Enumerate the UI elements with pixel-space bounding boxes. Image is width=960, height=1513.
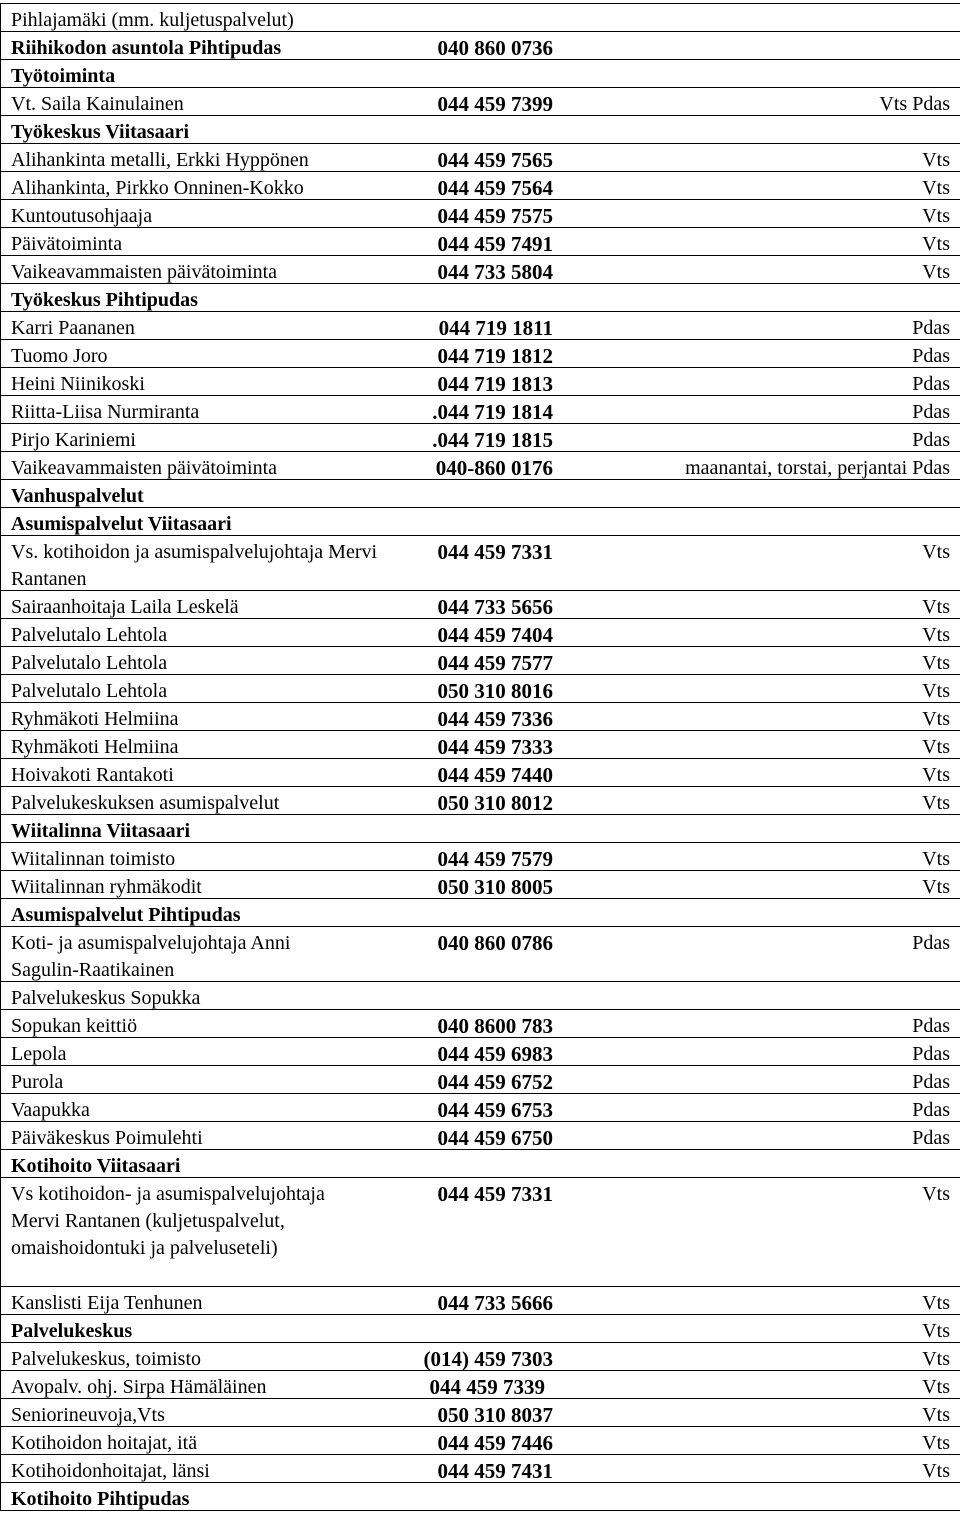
- entry-name: Riitta-Liisa Nurmiranta: [11, 401, 200, 423]
- entry-phone: 044 459 7440: [437, 763, 553, 786]
- entry-location: Vts: [922, 764, 950, 786]
- entry-name: Ryhmäkoti Helmiina: [11, 708, 179, 730]
- directory-row: [0, 730, 960, 758]
- entry-phone: 044 459 7331: [437, 540, 553, 564]
- entry-name: Karri Paananen: [11, 317, 135, 339]
- entry-location: Vts: [922, 1320, 950, 1342]
- directory-row: [0, 311, 960, 339]
- entry-name: Kotihoito Pihtipudas: [11, 1488, 190, 1510]
- directory-row: [0, 283, 960, 311]
- entry-phone: 050 310 8005: [437, 875, 553, 898]
- entry-name: Seniorineuvoja,Vts: [11, 1404, 165, 1426]
- entry-name: Palvelukeskus, toimisto: [11, 1348, 201, 1370]
- directory-row: [0, 87, 960, 115]
- entry-name: Avopalv. ohj. Sirpa Hämäläinen: [11, 1376, 267, 1398]
- directory-row: [0, 143, 960, 171]
- entry-phone: 044 719 1811: [438, 316, 553, 339]
- directory-row: [0, 870, 960, 898]
- entry-name: Ryhmäkoti Helmiina: [11, 736, 179, 758]
- entry-location: Pdas: [912, 1071, 950, 1093]
- entry-location: Vts: [922, 1376, 950, 1398]
- entry-location: Vts: [922, 1460, 950, 1482]
- entry-name: Asumispalvelut Viitasaari: [11, 513, 232, 535]
- entry-phone: 044 719 1813: [437, 372, 553, 395]
- directory-row: [0, 1177, 960, 1286]
- entry-name: Kanslisti Eija Tenhunen: [11, 1292, 203, 1314]
- directory-row: [0, 1121, 960, 1149]
- directory-row: [0, 339, 960, 367]
- entry-name: Heini Niinikoski: [11, 373, 145, 395]
- directory-row: [0, 981, 960, 1009]
- directory-row: [0, 1314, 960, 1342]
- entry-location: Vts: [922, 792, 950, 814]
- entry-name: Palvelukeskus: [11, 1320, 133, 1342]
- table-bottom-border: [0, 1510, 960, 1511]
- directory-row: [0, 758, 960, 786]
- directory-row: [0, 395, 960, 423]
- directory-row: [0, 535, 960, 590]
- directory-row: [0, 451, 960, 479]
- entry-name: Lepola: [11, 1043, 67, 1065]
- directory-row: [0, 1037, 960, 1065]
- entry-location: Vts: [922, 1292, 950, 1314]
- entry-name: Kotihoidon hoitajat, itä: [11, 1432, 198, 1454]
- directory-row: [0, 702, 960, 730]
- entry-location: Pdas: [912, 345, 950, 367]
- directory-row: [0, 115, 960, 143]
- entry-location: Vts: [922, 596, 950, 618]
- entry-location: Vts: [922, 736, 950, 758]
- entry-location: Pdas: [912, 401, 950, 423]
- directory-row: [0, 1398, 960, 1426]
- entry-name: Pirjo Kariniemi: [11, 429, 136, 451]
- entry-phone: .044 719 1814: [432, 400, 553, 423]
- entry-location: Pdas: [912, 1099, 950, 1121]
- entry-phone: 050 310 8037: [437, 1403, 553, 1426]
- directory-row: [0, 199, 960, 227]
- entry-location: Vts: [922, 652, 950, 674]
- entry-name: Palvelutalo Lehtola: [11, 680, 168, 702]
- entry-name: Vaikeavammaisten päivätoiminta: [11, 457, 278, 479]
- entry-location: Vts: [922, 1348, 950, 1370]
- entry-location: maanantai, torstai, perjantai Pdas: [685, 457, 950, 479]
- entry-phone: 044 459 7565: [437, 148, 553, 171]
- entry-phone: 044 459 6983: [437, 1042, 553, 1065]
- entry-location: Pdas: [912, 1127, 950, 1149]
- directory-row: [0, 1093, 960, 1121]
- directory-row: [0, 227, 960, 255]
- entry-phone: 044 459 7404: [437, 623, 553, 646]
- entry-name: Tuomo Joro: [11, 345, 108, 367]
- entry-name: Wiitalinnan toimisto: [11, 848, 176, 870]
- directory-row: [0, 674, 960, 702]
- directory-row: [0, 1370, 960, 1398]
- entry-phone: 040-860 0176: [435, 456, 553, 479]
- entry-name: Kotihoidonhoitajat, länsi: [11, 1460, 210, 1482]
- entry-location: Vts: [922, 1183, 950, 1205]
- entry-phone: 044 459 7336: [437, 707, 553, 730]
- directory-row: [0, 590, 960, 618]
- entry-name: Työkeskus Viitasaari: [11, 121, 189, 143]
- entry-location: Vts: [922, 177, 950, 199]
- directory-row: [0, 479, 960, 507]
- entry-name: Päivätoiminta: [11, 233, 123, 255]
- directory-row: [0, 1426, 960, 1454]
- entry-phone: 044 459 7431: [437, 1459, 553, 1482]
- entry-location: Vts: [922, 1432, 950, 1454]
- entry-phone: 044 459 6750: [437, 1126, 553, 1149]
- directory-row: [0, 618, 960, 646]
- directory-row: [0, 1454, 960, 1482]
- entry-phone: 044 459 7575: [437, 204, 553, 227]
- entry-phone: 044 459 7399: [437, 92, 553, 115]
- entry-location: Vts: [922, 876, 950, 898]
- entry-location: Pdas: [912, 1015, 950, 1037]
- directory-row: [0, 1482, 960, 1510]
- directory-row: [0, 646, 960, 674]
- entry-location: Vts: [922, 261, 950, 283]
- entry-phone: 044 719 1812: [437, 344, 553, 367]
- directory-row: [0, 423, 960, 451]
- directory-row: [0, 1149, 960, 1177]
- entry-location: Vts: [922, 149, 950, 171]
- directory-row: [0, 1009, 960, 1037]
- directory-row: [0, 926, 960, 981]
- entry-name: Vs kotihoidon- ja asumispalvelujohtaja Mervi Rantanen (kuljetuspalvelut, omaishoidontuki ja palveluseteli): [11, 1183, 325, 1259]
- directory-row: [0, 3, 960, 31]
- entry-location: Vts: [922, 205, 950, 227]
- entry-name: Kotihoito Viitasaari: [11, 1155, 181, 1177]
- entry-phone: 044 733 5666: [437, 1291, 553, 1314]
- entry-name: Sopukan keittiö: [11, 1015, 138, 1037]
- entry-name: Hoivakoti Rantakoti: [11, 764, 174, 786]
- entry-name: Palvelutalo Lehtola: [11, 624, 168, 646]
- entry-location: Vts: [922, 624, 950, 646]
- entry-name: Koti- ja asumispalvelujohtaja Anni Sagulin-Raatikainen: [11, 932, 291, 981]
- entry-phone: 044 459 7577: [437, 651, 553, 674]
- entry-location: Vts: [922, 708, 950, 730]
- entry-location: Vts: [922, 1404, 950, 1426]
- entry-name: Pihlajamäki (mm. kuljetuspalvelut): [11, 9, 294, 31]
- entry-phone: 044 459 7331: [437, 1182, 553, 1206]
- entry-location: Vts Pdas: [879, 93, 950, 115]
- entry-phone: 044 459 6752: [437, 1070, 553, 1093]
- entry-phone: (014) 459 7303: [423, 1347, 553, 1370]
- directory-row: [0, 898, 960, 926]
- directory-row: [0, 367, 960, 395]
- entry-name: Työkeskus Pihtipudas: [11, 289, 198, 311]
- entry-phone: 040 860 0736: [437, 36, 553, 59]
- entry-phone: 044 459 7339: [429, 1375, 545, 1398]
- directory-row: [0, 255, 960, 283]
- entry-phone: 050 310 8016: [437, 679, 553, 702]
- entry-name: Sairaanhoitaja Laila Leskelä: [11, 596, 239, 618]
- entry-location: Vts: [922, 680, 950, 702]
- directory-row: [0, 59, 960, 87]
- entry-location: Pdas: [912, 373, 950, 395]
- directory-row: [0, 1065, 960, 1093]
- entry-name: Alihankinta metalli, Erkki Hyppönen: [11, 149, 309, 171]
- entry-location: Vts: [922, 541, 950, 563]
- entry-name: Vt. Saila Kainulainen: [11, 93, 184, 115]
- entry-phone: 050 310 8012: [437, 791, 553, 814]
- directory-row: [0, 31, 960, 59]
- entry-name: Wiitalinna Viitasaari: [11, 820, 191, 842]
- entry-name: Vanhuspalvelut: [11, 485, 144, 507]
- entry-name: Asumispalvelut Pihtipudas: [11, 904, 241, 926]
- entry-phone: 040 860 0786: [437, 931, 553, 955]
- entry-name: Palvelukeskuksen asumispalvelut: [11, 792, 280, 814]
- entry-name: Alihankinta, Pirkko Onninen-Kokko: [11, 177, 304, 199]
- entry-name: Vaapukka: [11, 1099, 90, 1121]
- entry-phone: 044 459 7579: [437, 847, 553, 870]
- entry-location: Pdas: [912, 932, 950, 954]
- entry-name: Vaikeavammaisten päivätoiminta: [11, 261, 278, 283]
- entry-location: Vts: [922, 848, 950, 870]
- entry-name: Palvelutalo Lehtola: [11, 652, 168, 674]
- entry-name: Päiväkeskus Poimulehti: [11, 1127, 203, 1149]
- entry-location: Vts: [922, 233, 950, 255]
- directory-row: [0, 171, 960, 199]
- entry-name: Riihikodon asuntola Pihtipudas: [11, 37, 282, 59]
- entry-phone: .044 719 1815: [432, 428, 553, 451]
- entry-name: Wiitalinnan ryhmäkodit: [11, 876, 202, 898]
- directory-row: [0, 1286, 960, 1314]
- directory-row: [0, 842, 960, 870]
- entry-name: Kuntoutusohjaaja: [11, 205, 153, 227]
- entry-name: Palvelukeskus Sopukka: [11, 987, 201, 1009]
- directory-row: [0, 814, 960, 842]
- directory-row: [0, 786, 960, 814]
- entry-phone: 044 459 7446: [437, 1431, 553, 1454]
- entry-name: Vs. kotihoidon ja asumispalvelujohtaja Mervi Rantanen: [11, 541, 378, 590]
- entry-name: Purola: [11, 1071, 64, 1093]
- entry-phone: 044 733 5804: [437, 260, 553, 283]
- entry-phone: 044 459 6753: [437, 1098, 553, 1121]
- entry-location: Pdas: [912, 317, 950, 339]
- entry-phone: 044 459 7333: [437, 735, 553, 758]
- entry-phone: 044 459 7564: [437, 176, 553, 199]
- entry-location: Pdas: [912, 429, 950, 451]
- directory-row: [0, 1342, 960, 1370]
- entry-phone: 040 8600 783: [437, 1014, 553, 1037]
- entry-location: Pdas: [912, 1043, 950, 1065]
- entry-phone: 044 733 5656: [437, 595, 553, 618]
- entry-phone: 044 459 7491: [437, 232, 553, 255]
- entry-name: Työtoiminta: [11, 65, 116, 87]
- directory-row: [0, 507, 960, 535]
